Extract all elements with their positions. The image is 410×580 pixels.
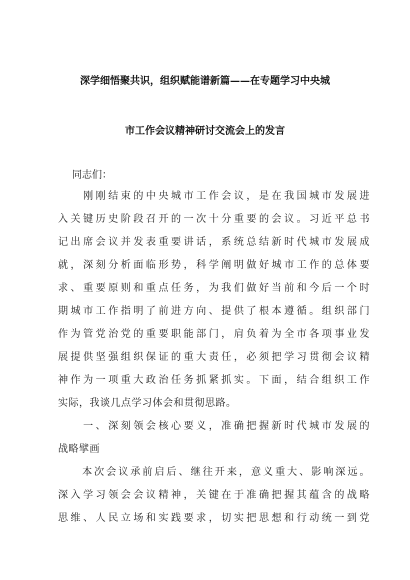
- section-heading-line: 战略擘画: [58, 444, 100, 455]
- body-line: 期城市工作指明了前进方向、提供了根本遵循。组织部门: [58, 306, 370, 317]
- body-line: 神作为一项重大政治任务抓紧抓实。下面，结合组织工作: [58, 375, 370, 386]
- body-line: 思维、人民立场和实践要求，切实把思想和行动统一到党: [58, 513, 370, 524]
- salutation: 同志们：: [72, 170, 112, 181]
- body-line: 深入学习领会会议精神，关键在于准确把握其蕴含的战略: [58, 490, 370, 501]
- document-body: [58, 185, 370, 530]
- document-title-line-2: 市工作会议精神研讨交流会上的发言: [125, 126, 285, 137]
- body-line: 本次会议承前启后、继往开来，意义重大、影响深远。: [58, 467, 370, 478]
- body-line: 展提供坚强组织保证的重大责任，必须把学习贯彻会议精: [58, 352, 370, 363]
- body-line: 就，深刻分析面临形势，科学阐明做好城市工作的总体要: [58, 260, 370, 271]
- document-title-line-1: 深学细悟聚共识，组织赋能谱新篇——在专题学习中央城: [80, 76, 330, 87]
- body-line: 作为管党治党的重要职能部门，肩负着为全市各项事业发: [58, 329, 370, 340]
- body-line: 求、重要原则和重点任务，为我们做好当前和今后一个时: [58, 283, 370, 294]
- body-line: 入关键历史阶段召开的一次十分重要的会议。习近平总书: [58, 214, 370, 225]
- section-heading-line: 一、深刻领会核心要义，准确把握新时代城市发展的: [58, 421, 370, 432]
- body-line: 记出席会议并发表重要讲话，系统总结新时代城市发展成: [58, 237, 370, 248]
- body-line: 刚刚结束的中央城市工作会议，是在我国城市发展进: [58, 191, 370, 202]
- body-line: 实际，我谈几点学习体会和贯彻思路。: [58, 398, 237, 409]
